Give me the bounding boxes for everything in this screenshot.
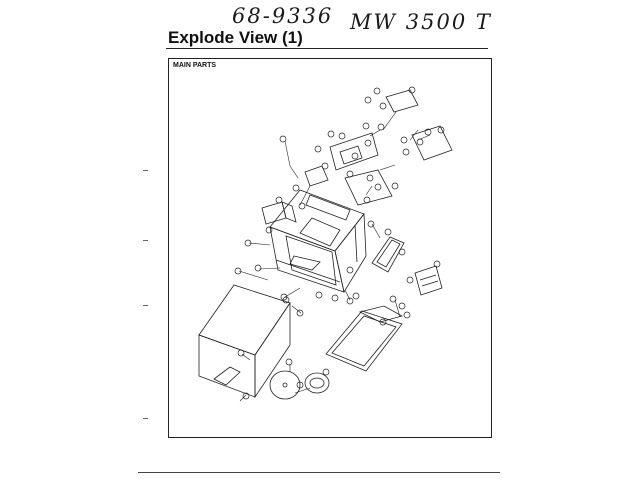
cavity-frame xyxy=(270,190,366,292)
outer-cabinet xyxy=(199,285,290,397)
top-hardware xyxy=(305,90,418,205)
rating-plate xyxy=(415,266,442,295)
section-label: MAIN PARTS xyxy=(173,62,217,69)
handwritten-model-number: MW 3500 T xyxy=(350,10,492,34)
page-title: Explode View (1) xyxy=(168,28,303,47)
front-door xyxy=(326,306,402,371)
transformer xyxy=(262,202,296,224)
control-panel xyxy=(330,126,452,170)
handwritten-part-code: 68-9336 xyxy=(232,4,334,28)
turntable xyxy=(270,371,329,399)
door-window-frame xyxy=(372,237,404,272)
callout-circles xyxy=(235,87,444,399)
